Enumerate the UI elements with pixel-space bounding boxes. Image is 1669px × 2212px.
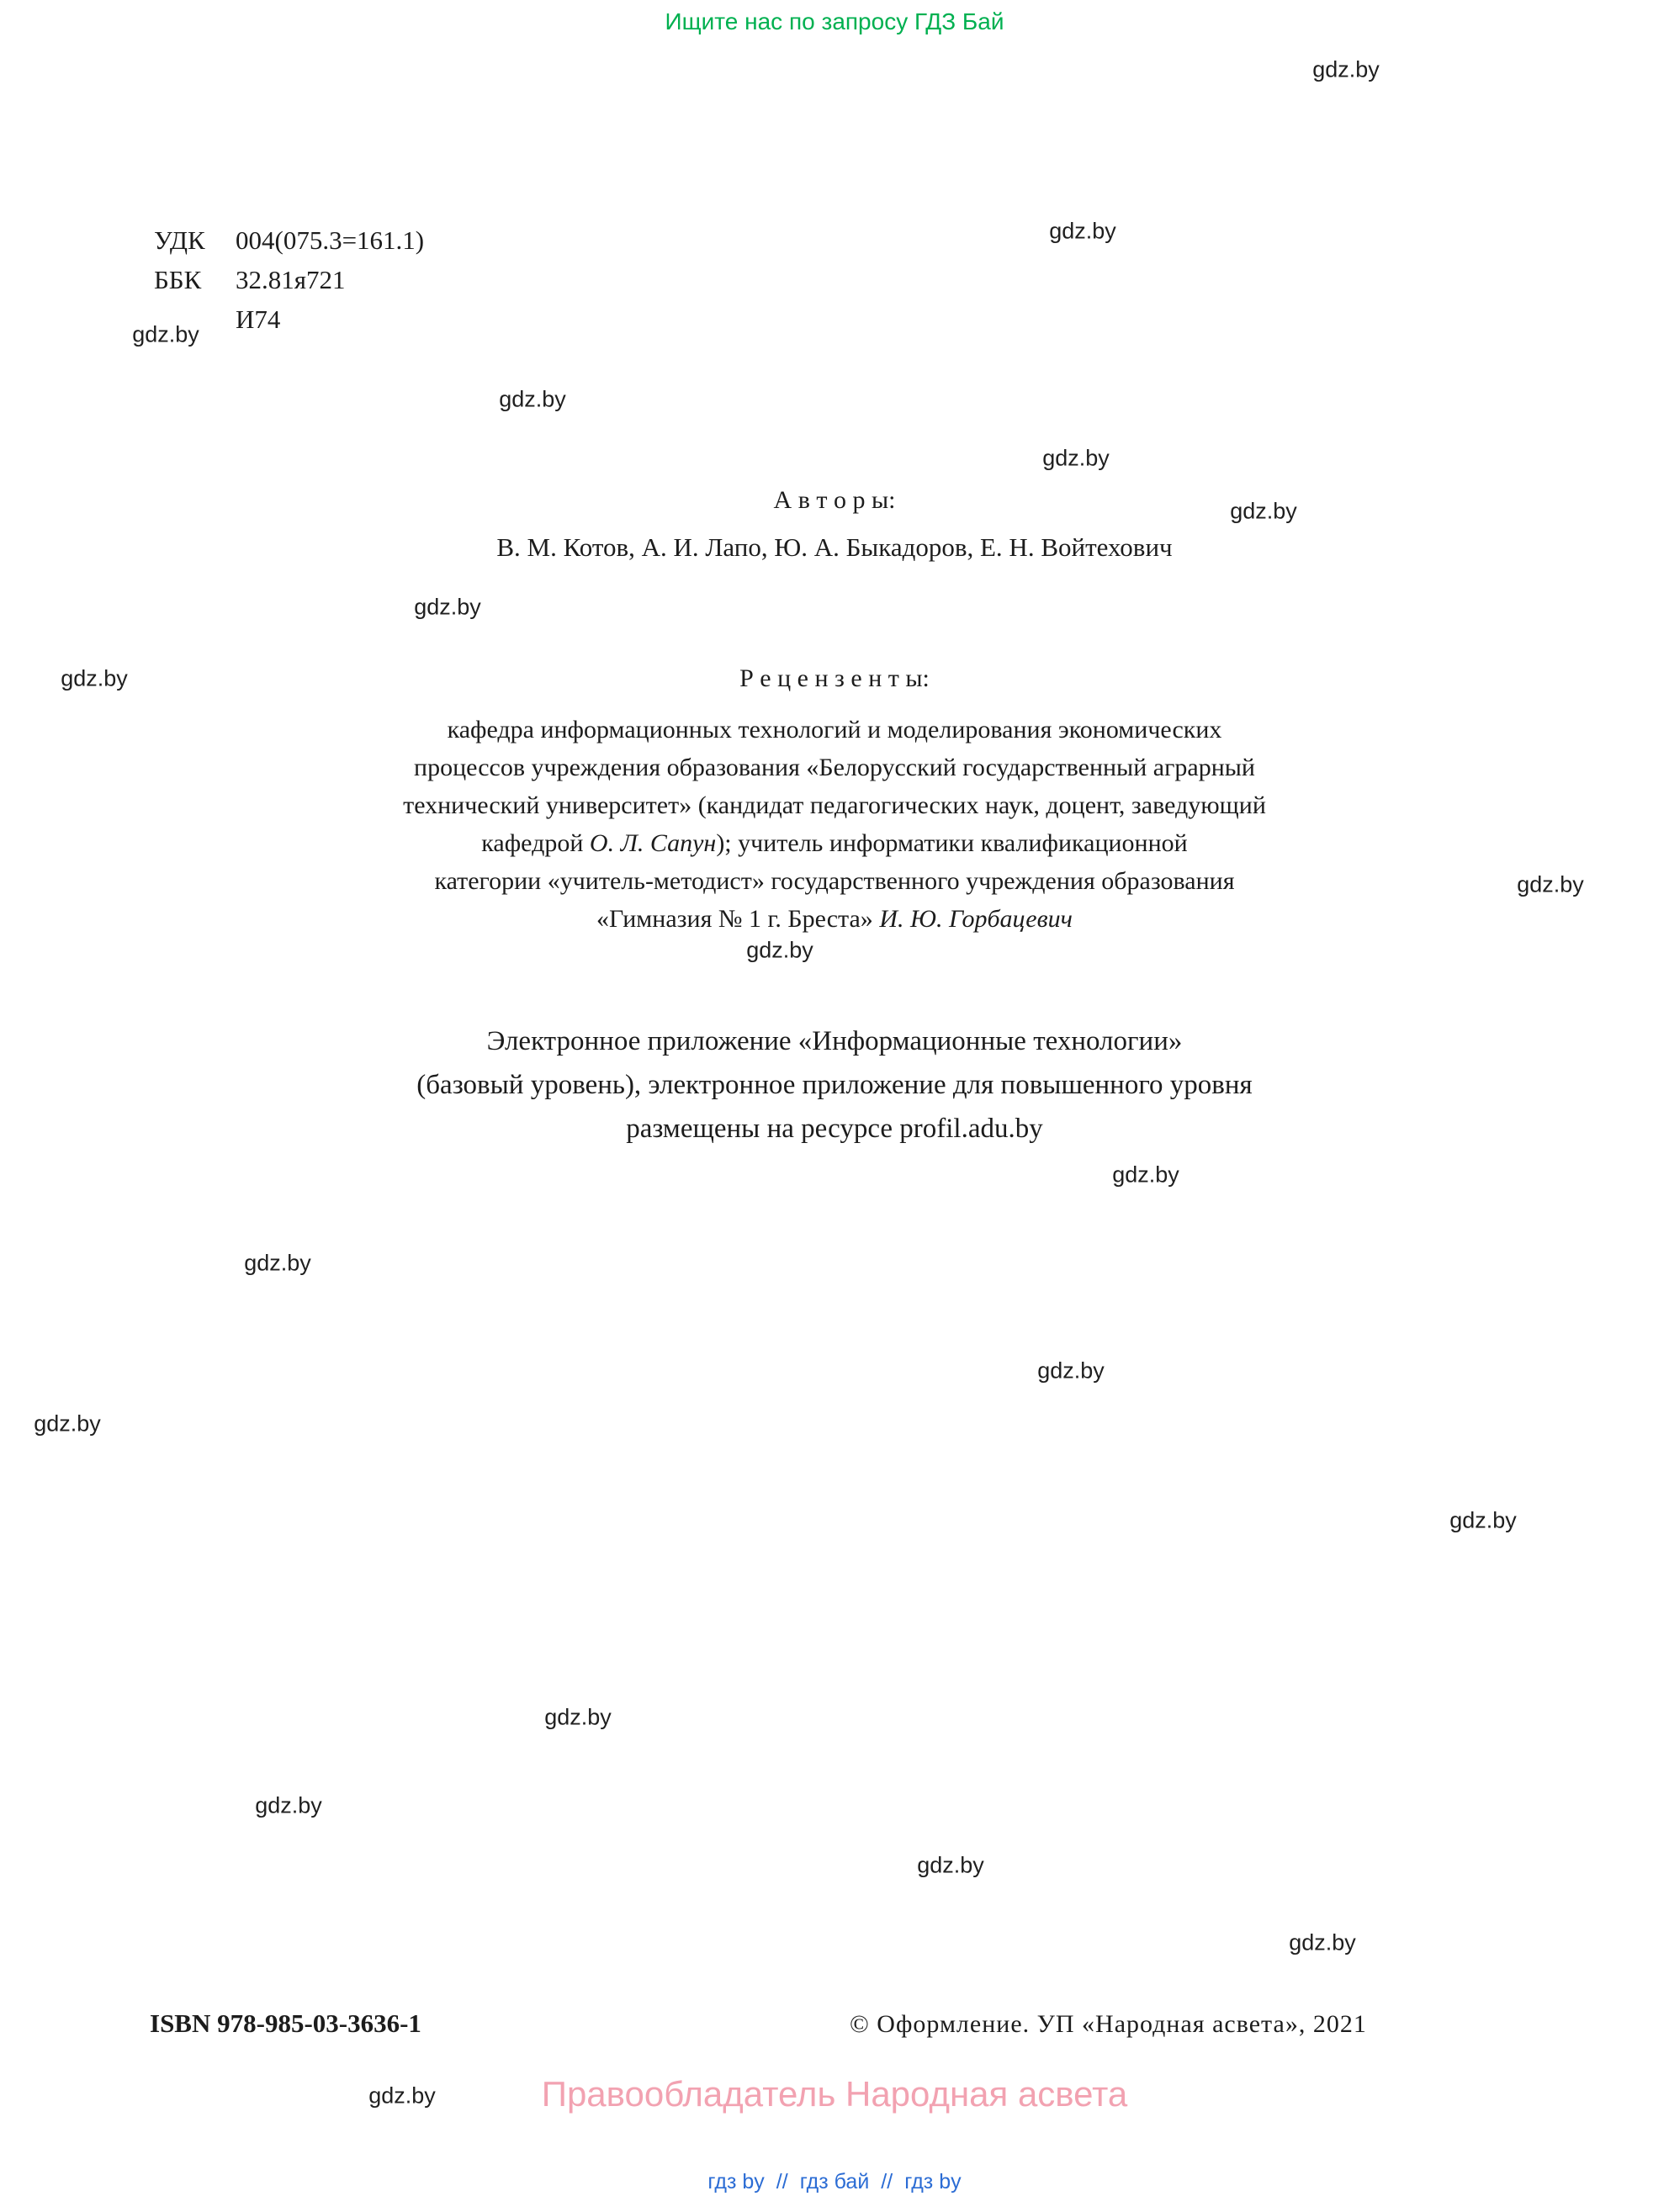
app-note-paragraph	[0, 1019, 1669, 1151]
watermark-gdz: gdz.by	[1112, 1162, 1179, 1188]
app-note-line: Электронное приложение «Информационные технологии»	[486, 1026, 1183, 1056]
reviewers-line: категории «учитель-методист» государственного учреждения образования	[434, 867, 1235, 895]
footer-separator: //	[776, 2170, 788, 2193]
watermark-gdz: gdz.by	[1449, 1507, 1517, 1533]
watermark-gdz: gdz.by	[1289, 1929, 1356, 1955]
classification-block	[154, 220, 424, 339]
reviewers-line: кафедра информационных технологий и моделирования экономических	[447, 716, 1222, 744]
watermark-gdz: gdz.by	[255, 1792, 322, 1818]
udk-row	[154, 220, 424, 260]
footer-link-gdz-by-1[interactable]: гдз by	[707, 2170, 765, 2193]
watermark-gdz: gdz.by	[61, 665, 128, 691]
bbk-row	[154, 260, 424, 299]
watermark-gdz: gdz.by	[1042, 445, 1110, 471]
watermark-gdz: gdz.by	[1037, 1357, 1105, 1384]
watermark-gdz: gdz.by	[1230, 498, 1297, 524]
watermark-gdz: gdz.by	[746, 937, 813, 963]
book-code: И74	[236, 304, 281, 334]
footer-link-gdz-bai[interactable]: гдз бай	[799, 2170, 870, 2193]
reviewers-line-part: ); учитель информатики квалификационной	[716, 829, 1188, 857]
reviewers-paragraph	[0, 711, 1669, 938]
authors-heading: А в т о р ы:	[773, 486, 896, 514]
reviewers-line: технический университет» (кандидат педагогических наук, доцент, заведующий	[403, 791, 1266, 819]
isbn: ISBN 978-985-03-3636-1	[150, 2008, 421, 2038]
footer-links	[0, 2170, 1669, 2194]
watermark-gdz: gdz.by	[132, 321, 199, 347]
watermark-gdz: gdz.by	[34, 1410, 101, 1437]
app-note-line: размещены на ресурсе profil.adu.by	[626, 1114, 1043, 1144]
watermark-gdz: gdz.by	[917, 1852, 984, 1878]
udk-value: 004(075.3=161.1)	[236, 225, 425, 255]
app-note-line: (базовый уровень), электронное приложение для повышенного уровня	[416, 1070, 1253, 1100]
reviewers-line-part: «Гимназия № 1 г. Бреста»	[596, 905, 880, 933]
reviewers-line: процессов учреждения образования «Белорусский государственный аграрный	[414, 754, 1255, 781]
bbk-value: 32.81я721	[236, 265, 346, 294]
udk-label: УДК	[154, 225, 205, 255]
watermark-gdz: gdz.by	[1049, 218, 1116, 244]
footer-link-gdz-by-2[interactable]: гдз by	[904, 2170, 962, 2193]
reviewers-line	[0, 824, 1669, 862]
promo-banner-text: Ищите нас по запросу ГДЗ Бай	[665, 8, 1004, 34]
reviewer-name: О. Л. Сапун	[589, 829, 717, 857]
authors-names: В. М. Котов, А. И. Лапо, Ю. А. Быкадоров, Е. Н. Войтехович	[496, 532, 1173, 562]
watermark-gdz: gdz.by	[414, 594, 481, 620]
footer-separator: //	[881, 2170, 893, 2193]
watermark-gdz: gdz.by	[544, 1704, 612, 1730]
rights-holder-text: Правообладатель Народная асвета	[541, 2074, 1128, 2114]
bbk-label: ББК	[154, 265, 202, 294]
watermark-gdz: gdz.by	[368, 2082, 436, 2109]
watermark-gdz: gdz.by	[1517, 871, 1584, 897]
reviewer-name: И. Ю. Горбацевич	[879, 905, 1073, 933]
reviewers-heading: Р е ц е н з е н т ы:	[739, 664, 930, 692]
reviewers-line	[0, 900, 1669, 938]
copyright-notice: © Оформление. УП «Народная асвета», 2021	[850, 2010, 1367, 2038]
watermark-gdz: gdz.by	[1312, 56, 1380, 82]
reviewers-line-part: кафедрой	[481, 829, 590, 857]
watermark-gdz: gdz.by	[499, 386, 566, 412]
watermark-gdz: gdz.by	[244, 1250, 311, 1276]
